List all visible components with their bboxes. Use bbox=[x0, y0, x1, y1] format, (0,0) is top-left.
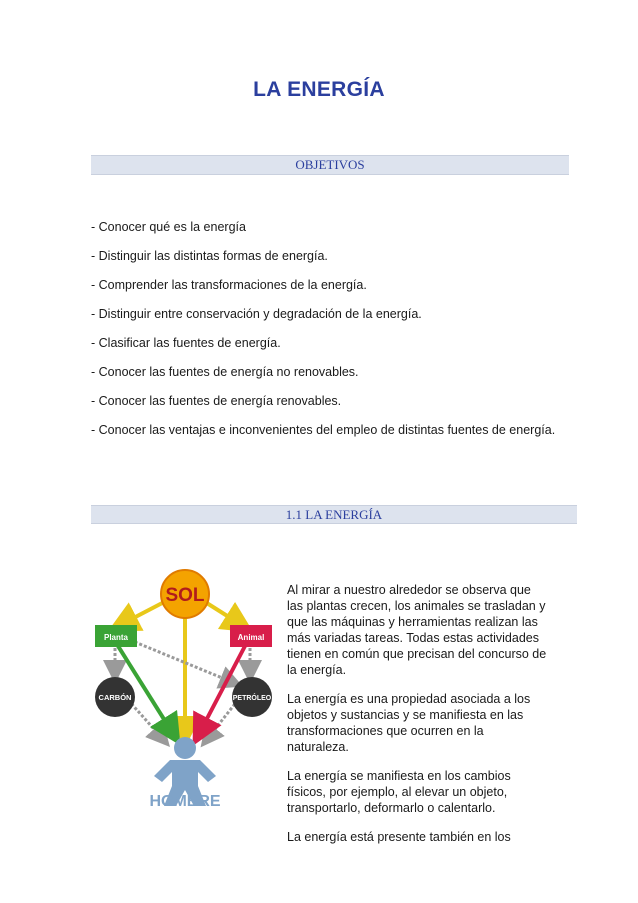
objective-item: - Distinguir las distintas formas de energía. bbox=[91, 249, 328, 263]
section-paragraph: Al mirar a nuestro alrededor se observa que las plantas crecen, los animales se trasladan y que las máquinas y herramientas realizan las más variadas tareas. Todas estas actividades tienen en común que precisan del concurso de la energía. bbox=[287, 583, 547, 677]
section-paragraph: La energía se manifiesta en los cambios físicos, por ejemplo, al elevar un objeto, transportarlo, deformarlo o calentarlo. bbox=[287, 769, 511, 815]
objective-item: - Comprender las transformaciones de la energía. bbox=[91, 278, 367, 292]
sun-label: SOL bbox=[165, 585, 205, 606]
energy-diagram bbox=[90, 560, 280, 820]
objective-item: - Conocer las fuentes de energía renovables. bbox=[91, 394, 342, 408]
objective-item: - Conocer las fuentes de energía no renovables. bbox=[91, 365, 359, 379]
objective-item: - Conocer qué es la energía bbox=[91, 220, 246, 234]
section-text bbox=[287, 582, 547, 858]
objective-item: - Distinguir entre conservación y degradación de la energía. bbox=[91, 307, 422, 321]
page-title: LA ENERGÍA bbox=[253, 78, 385, 101]
objectives-heading: OBJETIVOS bbox=[91, 155, 569, 175]
section-heading: 1.1 LA ENERGÍA bbox=[91, 505, 577, 524]
plant-label: Planta bbox=[103, 633, 129, 642]
coal-label: CARBÓN bbox=[98, 693, 132, 702]
sun-to-plant-arrow bbox=[122, 600, 168, 624]
plant-to-oil-arrow bbox=[130, 640, 232, 682]
objective-item: - Conocer las ventajas e inconvenientes del empleo de distintas fuentes de energía. bbox=[91, 423, 556, 437]
objective-item: - Clasificar las fuentes de energía. bbox=[91, 336, 281, 350]
section-paragraph: La energía es una propiedad asociada a los objetos y sustancias y se manifiesta en las transformaciones que ocurren en la naturaleza. bbox=[287, 692, 531, 754]
oil-label: PETRÓLEO bbox=[232, 695, 272, 702]
human-label: HOMBRE bbox=[149, 793, 221, 810]
energy-diagram-svg bbox=[90, 560, 280, 820]
objectives-list bbox=[91, 219, 561, 438]
section-paragraph: La energía está presente también en los bbox=[287, 830, 511, 844]
animal-label: Animal bbox=[237, 633, 265, 642]
